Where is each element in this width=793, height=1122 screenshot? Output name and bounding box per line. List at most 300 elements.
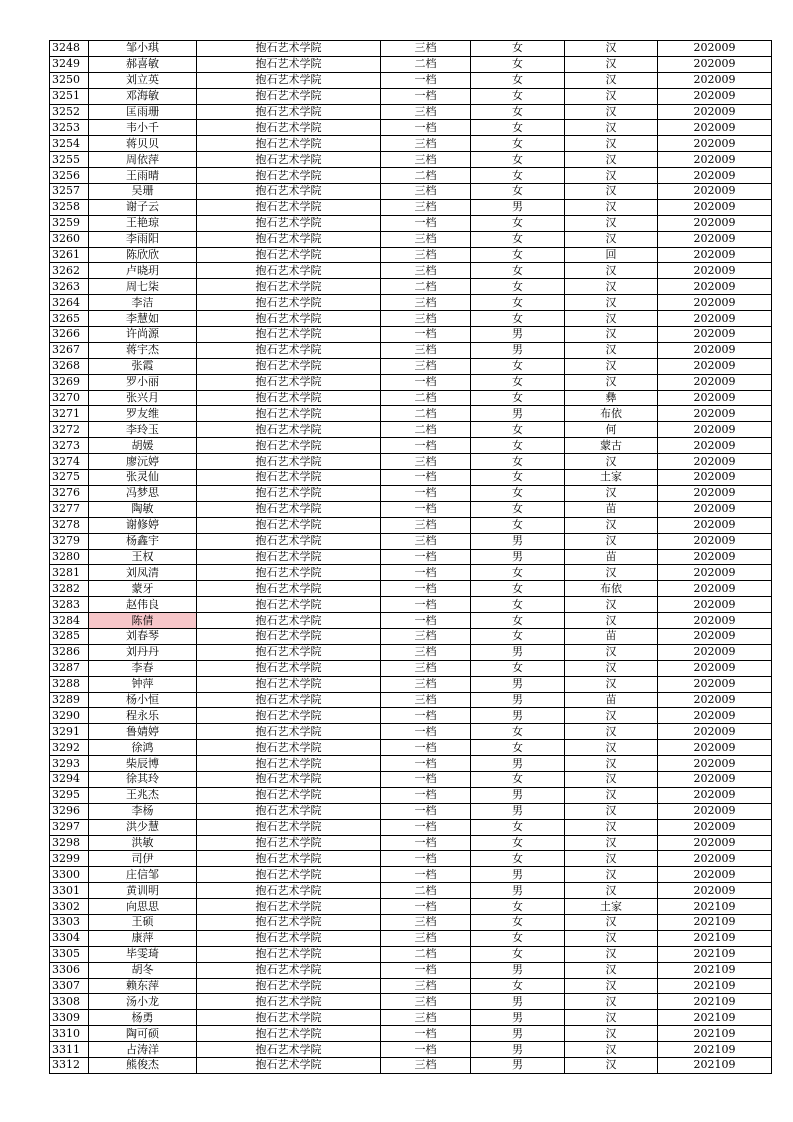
grade-level-cell: 三档 xyxy=(381,231,471,247)
enroll-date-cell: 202009 xyxy=(658,883,772,899)
ethnicity-cell: 汉 xyxy=(565,883,658,899)
college-cell: 抱石艺术学院 xyxy=(197,819,381,835)
name-cell: 王雨晴 xyxy=(89,168,197,184)
gender-cell: 女 xyxy=(471,56,565,72)
name-cell: 胡媛 xyxy=(89,438,197,454)
grade-level-cell: 三档 xyxy=(381,930,471,946)
name-cell: 黄训明 xyxy=(89,883,197,899)
name-cell: 王兆杰 xyxy=(89,787,197,803)
name-cell: 李杨 xyxy=(89,803,197,819)
ethnicity-cell: 汉 xyxy=(565,88,658,104)
gender-cell: 女 xyxy=(471,899,565,915)
ethnicity-cell: 汉 xyxy=(565,962,658,978)
college-cell: 抱石艺术学院 xyxy=(197,501,381,517)
enroll-date-cell: 202009 xyxy=(658,104,772,120)
name-cell: 王硕 xyxy=(89,914,197,930)
college-cell: 抱石艺术学院 xyxy=(197,358,381,374)
table-row xyxy=(50,501,772,517)
row-number-cell: 3263 xyxy=(50,279,89,295)
gender-cell: 女 xyxy=(471,724,565,740)
row-number-cell: 3310 xyxy=(50,1026,89,1042)
gender-cell: 女 xyxy=(471,247,565,263)
gender-cell: 女 xyxy=(471,565,565,581)
gender-cell: 女 xyxy=(471,295,565,311)
name-cell: 汤小龙 xyxy=(89,994,197,1010)
table-row xyxy=(50,771,772,787)
row-number-cell: 3280 xyxy=(50,549,89,565)
enroll-date-cell: 202009 xyxy=(658,438,772,454)
ethnicity-cell: 汉 xyxy=(565,485,658,501)
grade-level-cell: 一档 xyxy=(381,327,471,343)
college-cell: 抱石艺术学院 xyxy=(197,787,381,803)
row-number-cell: 3255 xyxy=(50,152,89,168)
ethnicity-cell: 汉 xyxy=(565,644,658,660)
row-number-cell: 3291 xyxy=(50,724,89,740)
college-cell: 抱石艺术学院 xyxy=(197,438,381,454)
college-cell: 抱石艺术学院 xyxy=(197,104,381,120)
grade-level-cell: 三档 xyxy=(381,1058,471,1074)
gender-cell: 女 xyxy=(471,311,565,327)
name-cell: 蒙牙 xyxy=(89,581,197,597)
college-cell: 抱石艺术学院 xyxy=(197,485,381,501)
name-cell: 赖东萍 xyxy=(89,978,197,994)
college-cell: 抱石艺术学院 xyxy=(197,692,381,708)
ethnicity-cell: 汉 xyxy=(565,597,658,613)
table-row xyxy=(50,263,772,279)
enroll-date-cell: 202009 xyxy=(658,72,772,88)
gender-cell: 男 xyxy=(471,1010,565,1026)
gender-cell: 女 xyxy=(471,231,565,247)
name-cell: 谢修婷 xyxy=(89,517,197,533)
gender-cell: 男 xyxy=(471,676,565,692)
college-cell: 抱石艺术学院 xyxy=(197,756,381,772)
ethnicity-cell: 汉 xyxy=(565,56,658,72)
name-cell: 张霞 xyxy=(89,358,197,374)
grade-level-cell: 三档 xyxy=(381,660,471,676)
enroll-date-cell: 202009 xyxy=(658,756,772,772)
row-number-cell: 3252 xyxy=(50,104,89,120)
gender-cell: 女 xyxy=(471,390,565,406)
gender-cell: 女 xyxy=(471,88,565,104)
table-row xyxy=(50,1010,772,1026)
table-row xyxy=(50,374,772,390)
name-cell: 康萍 xyxy=(89,930,197,946)
grade-level-cell: 一档 xyxy=(381,597,471,613)
enroll-date-cell: 202009 xyxy=(658,581,772,597)
grade-level-cell: 一档 xyxy=(381,215,471,231)
row-number-cell: 3248 xyxy=(50,41,89,57)
table-row xyxy=(50,470,772,486)
gender-cell: 女 xyxy=(471,72,565,88)
table-row xyxy=(50,867,772,883)
gender-cell: 女 xyxy=(471,168,565,184)
college-cell: 抱石艺术学院 xyxy=(197,199,381,215)
grade-level-cell: 三档 xyxy=(381,295,471,311)
row-number-cell: 3300 xyxy=(50,867,89,883)
grade-level-cell: 一档 xyxy=(381,787,471,803)
college-cell: 抱石艺术学院 xyxy=(197,708,381,724)
row-number-cell: 3260 xyxy=(50,231,89,247)
row-number-cell: 3304 xyxy=(50,930,89,946)
table-row xyxy=(50,56,772,72)
name-cell: 蒋宇杰 xyxy=(89,342,197,358)
enroll-date-cell: 202009 xyxy=(658,342,772,358)
row-number-cell: 3284 xyxy=(50,613,89,629)
grade-level-cell: 三档 xyxy=(381,644,471,660)
grade-level-cell: 三档 xyxy=(381,342,471,358)
row-number-cell: 3274 xyxy=(50,454,89,470)
name-cell: 张灵仙 xyxy=(89,470,197,486)
enroll-date-cell: 202109 xyxy=(658,1042,772,1058)
grade-level-cell: 三档 xyxy=(381,358,471,374)
name-cell: 李雨阳 xyxy=(89,231,197,247)
table-row xyxy=(50,295,772,311)
ethnicity-cell: 彝 xyxy=(565,390,658,406)
college-cell: 抱石艺术学院 xyxy=(197,136,381,152)
gender-cell: 女 xyxy=(471,517,565,533)
table-row xyxy=(50,152,772,168)
college-cell: 抱石艺术学院 xyxy=(197,422,381,438)
enroll-date-cell: 202109 xyxy=(658,962,772,978)
enroll-date-cell: 202009 xyxy=(658,787,772,803)
enroll-date-cell: 202009 xyxy=(658,215,772,231)
gender-cell: 女 xyxy=(471,470,565,486)
row-number-cell: 3281 xyxy=(50,565,89,581)
gender-cell: 男 xyxy=(471,644,565,660)
name-cell: 赵伟良 xyxy=(89,597,197,613)
college-cell: 抱石艺术学院 xyxy=(197,724,381,740)
grade-level-cell: 一档 xyxy=(381,835,471,851)
grade-level-cell: 三档 xyxy=(381,247,471,263)
college-cell: 抱石艺术学院 xyxy=(197,946,381,962)
enroll-date-cell: 202009 xyxy=(658,835,772,851)
grade-level-cell: 三档 xyxy=(381,152,471,168)
row-number-cell: 3302 xyxy=(50,899,89,915)
grade-level-cell: 三档 xyxy=(381,311,471,327)
ethnicity-cell: 汉 xyxy=(565,104,658,120)
college-cell: 抱石艺术学院 xyxy=(197,247,381,263)
gender-cell: 女 xyxy=(471,454,565,470)
college-cell: 抱石艺术学院 xyxy=(197,311,381,327)
grade-level-cell: 一档 xyxy=(381,549,471,565)
college-cell: 抱石艺术学院 xyxy=(197,41,381,57)
enroll-date-cell: 202009 xyxy=(658,390,772,406)
name-cell: 谢子云 xyxy=(89,199,197,215)
gender-cell: 女 xyxy=(471,104,565,120)
name-cell: 罗友维 xyxy=(89,406,197,422)
table-row xyxy=(50,756,772,772)
college-cell: 抱石艺术学院 xyxy=(197,120,381,136)
gender-cell: 男 xyxy=(471,962,565,978)
enroll-date-cell: 202009 xyxy=(658,168,772,184)
gender-cell: 男 xyxy=(471,883,565,899)
gender-cell: 女 xyxy=(471,184,565,200)
gender-cell: 男 xyxy=(471,533,565,549)
ethnicity-cell: 汉 xyxy=(565,819,658,835)
gender-cell: 男 xyxy=(471,756,565,772)
ethnicity-cell: 汉 xyxy=(565,517,658,533)
enroll-date-cell: 202009 xyxy=(658,485,772,501)
row-number-cell: 3278 xyxy=(50,517,89,533)
enroll-date-cell: 202009 xyxy=(658,533,772,549)
grade-level-cell: 一档 xyxy=(381,756,471,772)
grade-level-cell: 二档 xyxy=(381,883,471,899)
enroll-date-cell: 202009 xyxy=(658,454,772,470)
ethnicity-cell: 汉 xyxy=(565,724,658,740)
college-cell: 抱石艺术学院 xyxy=(197,740,381,756)
grade-level-cell: 三档 xyxy=(381,41,471,57)
college-cell: 抱石艺术学院 xyxy=(197,660,381,676)
ethnicity-cell: 汉 xyxy=(565,215,658,231)
ethnicity-cell: 汉 xyxy=(565,327,658,343)
grade-level-cell: 一档 xyxy=(381,819,471,835)
name-cell: 罗小丽 xyxy=(89,374,197,390)
enroll-date-cell: 202009 xyxy=(658,644,772,660)
name-cell: 毕雯琦 xyxy=(89,946,197,962)
row-number-cell: 3289 xyxy=(50,692,89,708)
ethnicity-cell: 汉 xyxy=(565,851,658,867)
name-cell: 刘春琴 xyxy=(89,628,197,644)
grade-level-cell: 一档 xyxy=(381,485,471,501)
enroll-date-cell: 202009 xyxy=(658,358,772,374)
row-number-cell: 3258 xyxy=(50,199,89,215)
row-number-cell: 3265 xyxy=(50,311,89,327)
row-number-cell: 3308 xyxy=(50,994,89,1010)
table-row xyxy=(50,1026,772,1042)
ethnicity-cell: 汉 xyxy=(565,199,658,215)
grade-level-cell: 一档 xyxy=(381,438,471,454)
name-cell: 杨勇 xyxy=(89,1010,197,1026)
ethnicity-cell: 汉 xyxy=(565,914,658,930)
college-cell: 抱石艺术学院 xyxy=(197,803,381,819)
ethnicity-cell: 汉 xyxy=(565,803,658,819)
enroll-date-cell: 202009 xyxy=(658,660,772,676)
ethnicity-cell: 汉 xyxy=(565,342,658,358)
grade-level-cell: 一档 xyxy=(381,851,471,867)
college-cell: 抱石艺术学院 xyxy=(197,1010,381,1026)
college-cell: 抱石艺术学院 xyxy=(197,978,381,994)
college-cell: 抱石艺术学院 xyxy=(197,676,381,692)
grade-level-cell: 一档 xyxy=(381,565,471,581)
college-cell: 抱石艺术学院 xyxy=(197,771,381,787)
enroll-date-cell: 202009 xyxy=(658,295,772,311)
name-cell: 胡冬 xyxy=(89,962,197,978)
gender-cell: 男 xyxy=(471,994,565,1010)
gender-cell: 女 xyxy=(471,422,565,438)
ethnicity-cell: 蒙古 xyxy=(565,438,658,454)
table-row xyxy=(50,517,772,533)
table-row xyxy=(50,962,772,978)
college-cell: 抱石艺术学院 xyxy=(197,295,381,311)
ethnicity-cell: 汉 xyxy=(565,454,658,470)
enroll-date-cell: 202009 xyxy=(658,740,772,756)
college-cell: 抱石艺术学院 xyxy=(197,597,381,613)
name-cell: 周依萍 xyxy=(89,152,197,168)
row-number-cell: 3271 xyxy=(50,406,89,422)
grade-level-cell: 一档 xyxy=(381,899,471,915)
enroll-date-cell: 202109 xyxy=(658,930,772,946)
table-row xyxy=(50,597,772,613)
college-cell: 抱石艺术学院 xyxy=(197,72,381,88)
grade-level-cell: 三档 xyxy=(381,517,471,533)
college-cell: 抱石艺术学院 xyxy=(197,470,381,486)
college-cell: 抱石艺术学院 xyxy=(197,533,381,549)
table-row xyxy=(50,311,772,327)
enroll-date-cell: 202009 xyxy=(658,708,772,724)
name-cell: 刘凤清 xyxy=(89,565,197,581)
table-row xyxy=(50,692,772,708)
college-cell: 抱石艺术学院 xyxy=(197,184,381,200)
ethnicity-cell: 土家 xyxy=(565,899,658,915)
grade-level-cell: 一档 xyxy=(381,962,471,978)
gender-cell: 男 xyxy=(471,692,565,708)
ethnicity-cell: 布依 xyxy=(565,406,658,422)
table-row xyxy=(50,231,772,247)
grade-level-cell: 三档 xyxy=(381,184,471,200)
gender-cell: 女 xyxy=(471,136,565,152)
table-row xyxy=(50,835,772,851)
table-row xyxy=(50,215,772,231)
ethnicity-cell: 汉 xyxy=(565,72,658,88)
grade-level-cell: 二档 xyxy=(381,422,471,438)
college-cell: 抱石艺术学院 xyxy=(197,390,381,406)
ethnicity-cell: 汉 xyxy=(565,1058,658,1074)
table-row xyxy=(50,787,772,803)
ethnicity-cell: 汉 xyxy=(565,295,658,311)
college-cell: 抱石艺术学院 xyxy=(197,835,381,851)
gender-cell: 女 xyxy=(471,374,565,390)
enroll-date-cell: 202009 xyxy=(658,41,772,57)
gender-cell: 男 xyxy=(471,1026,565,1042)
ethnicity-cell: 汉 xyxy=(565,946,658,962)
gender-cell: 女 xyxy=(471,819,565,835)
gender-cell: 男 xyxy=(471,199,565,215)
ethnicity-cell: 汉 xyxy=(565,311,658,327)
ethnicity-cell: 汉 xyxy=(565,835,658,851)
enroll-date-cell: 202109 xyxy=(658,914,772,930)
name-cell: 张兴月 xyxy=(89,390,197,406)
row-number-cell: 3261 xyxy=(50,247,89,263)
table-row xyxy=(50,120,772,136)
row-number-cell: 3292 xyxy=(50,740,89,756)
row-number-cell: 3311 xyxy=(50,1042,89,1058)
enroll-date-cell: 202009 xyxy=(658,88,772,104)
table-row xyxy=(50,438,772,454)
name-cell: 杨小恒 xyxy=(89,692,197,708)
grade-level-cell: 三档 xyxy=(381,914,471,930)
college-cell: 抱石艺术学院 xyxy=(197,883,381,899)
college-cell: 抱石艺术学院 xyxy=(197,231,381,247)
enroll-date-cell: 202109 xyxy=(658,1058,772,1074)
grade-level-cell: 二档 xyxy=(381,406,471,422)
ethnicity-cell: 汉 xyxy=(565,120,658,136)
ethnicity-cell: 布依 xyxy=(565,581,658,597)
name-cell: 李玲玉 xyxy=(89,422,197,438)
enroll-date-cell: 202009 xyxy=(658,136,772,152)
enroll-date-cell: 202009 xyxy=(658,517,772,533)
row-number-cell: 3287 xyxy=(50,660,89,676)
enroll-date-cell: 202009 xyxy=(658,406,772,422)
grade-level-cell: 一档 xyxy=(381,1042,471,1058)
gender-cell: 女 xyxy=(471,485,565,501)
ethnicity-cell: 汉 xyxy=(565,168,658,184)
college-cell: 抱石艺术学院 xyxy=(197,549,381,565)
grade-level-cell: 三档 xyxy=(381,978,471,994)
grade-level-cell: 一档 xyxy=(381,724,471,740)
table-row xyxy=(50,247,772,263)
ethnicity-cell: 汉 xyxy=(565,279,658,295)
gender-cell: 女 xyxy=(471,501,565,517)
row-number-cell: 3275 xyxy=(50,470,89,486)
enroll-date-cell: 202109 xyxy=(658,899,772,915)
enroll-date-cell: 202009 xyxy=(658,199,772,215)
ethnicity-cell: 汉 xyxy=(565,136,658,152)
grade-level-cell: 三档 xyxy=(381,454,471,470)
ethnicity-cell: 汉 xyxy=(565,1010,658,1026)
enroll-date-cell: 202009 xyxy=(658,263,772,279)
grade-level-cell: 二档 xyxy=(381,168,471,184)
gender-cell: 男 xyxy=(471,1058,565,1074)
college-cell: 抱石艺术学院 xyxy=(197,327,381,343)
gender-cell: 女 xyxy=(471,152,565,168)
enroll-date-cell: 202009 xyxy=(658,327,772,343)
table-row xyxy=(50,1058,772,1074)
grade-level-cell: 三档 xyxy=(381,994,471,1010)
table-row xyxy=(50,136,772,152)
grade-level-cell: 一档 xyxy=(381,708,471,724)
name-cell: 邹小琪 xyxy=(89,41,197,57)
enroll-date-cell: 202009 xyxy=(658,422,772,438)
enroll-date-cell: 202009 xyxy=(658,597,772,613)
enroll-date-cell: 202009 xyxy=(658,613,772,629)
enroll-date-cell: 202009 xyxy=(658,501,772,517)
name-cell: 程永乐 xyxy=(89,708,197,724)
enroll-date-cell: 202009 xyxy=(658,549,772,565)
row-number-cell: 3272 xyxy=(50,422,89,438)
ethnicity-cell: 汉 xyxy=(565,358,658,374)
row-number-cell: 3254 xyxy=(50,136,89,152)
row-number-cell: 3296 xyxy=(50,803,89,819)
gender-cell: 女 xyxy=(471,628,565,644)
row-number-cell: 3297 xyxy=(50,819,89,835)
gender-cell: 女 xyxy=(471,581,565,597)
enroll-date-cell: 202009 xyxy=(658,819,772,835)
table-row xyxy=(50,327,772,343)
gender-cell: 女 xyxy=(471,41,565,57)
table-row xyxy=(50,199,772,215)
row-number-cell: 3256 xyxy=(50,168,89,184)
college-cell: 抱石艺术学院 xyxy=(197,613,381,629)
gender-cell: 男 xyxy=(471,406,565,422)
table-row xyxy=(50,565,772,581)
college-cell: 抱石艺术学院 xyxy=(197,1042,381,1058)
table-row xyxy=(50,279,772,295)
enroll-date-cell: 202009 xyxy=(658,724,772,740)
ethnicity-cell: 汉 xyxy=(565,756,658,772)
row-number-cell: 3269 xyxy=(50,374,89,390)
enroll-date-cell: 202009 xyxy=(658,120,772,136)
row-number-cell: 3294 xyxy=(50,771,89,787)
college-cell: 抱石艺术学院 xyxy=(197,644,381,660)
ethnicity-cell: 汉 xyxy=(565,978,658,994)
grade-level-cell: 一档 xyxy=(381,501,471,517)
gender-cell: 女 xyxy=(471,851,565,867)
name-cell: 徐其玲 xyxy=(89,771,197,787)
name-cell: 李洁 xyxy=(89,295,197,311)
name-cell: 熊俊杰 xyxy=(89,1058,197,1074)
grade-level-cell: 一档 xyxy=(381,740,471,756)
college-cell: 抱石艺术学院 xyxy=(197,581,381,597)
